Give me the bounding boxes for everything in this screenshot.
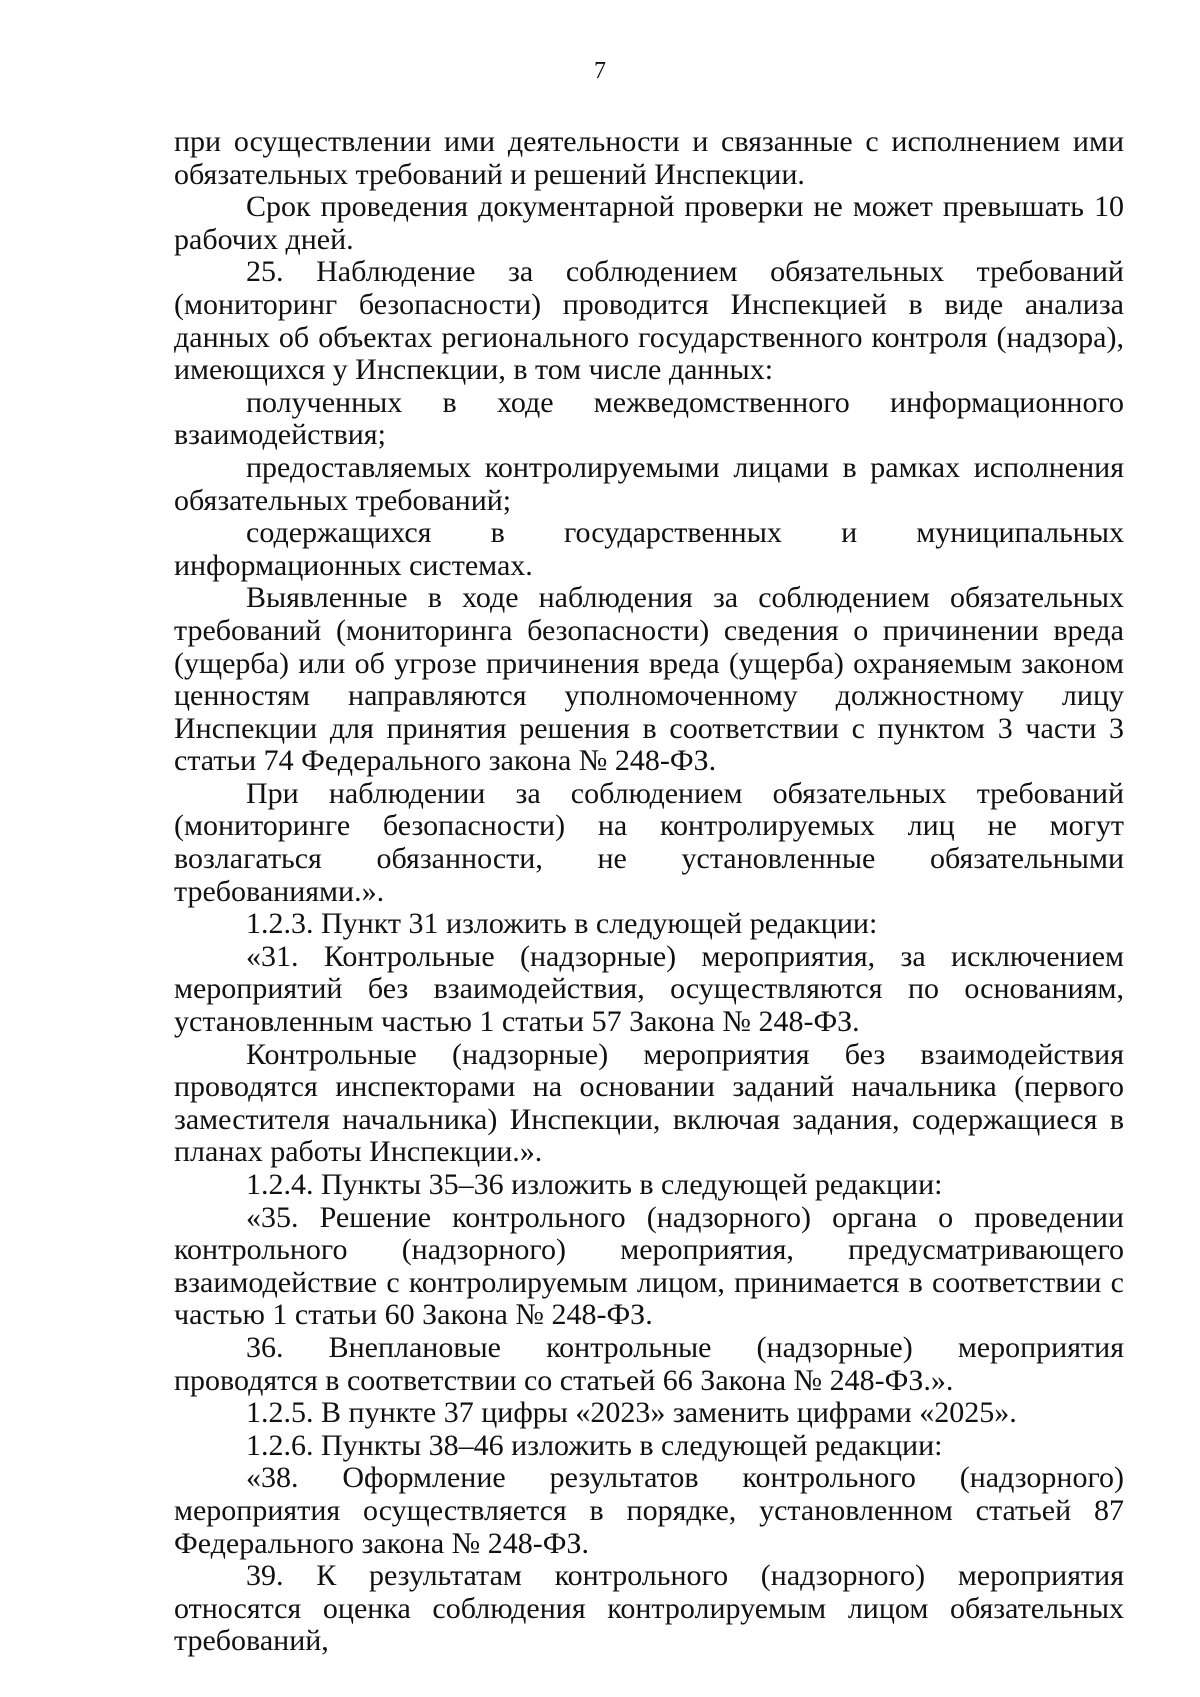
paragraph-detected-information: Выявленные в ходе наблюдения за соблюдением обязательных требований (мониторинга безопасности) сведения о причинении вреда (ущерба) или об угрозе причинения вреда (ущерба) охраняемым законом ценностям направляются уполномоченному должностному лицу Инспекции для принятия решения в соответствии с пунктом 3 части 3 статьи 74 Федерального закона № 248-ФЗ. <box>174 581 1124 778</box>
paragraph-continuation: при осуществлении ими деятельности и связанные с исполнением ими обязательных требований и решений Инспекции. <box>174 125 1124 191</box>
paragraph-31: «31. Контрольные (надзорные) мероприятия, за исключением мероприятий без взаимодействия, осуществляются по основаниям, установленным частью 1 статьи 57 Закона № 248-ФЗ. <box>174 939 1124 1039</box>
page-number: 7 <box>594 58 606 84</box>
paragraph-inspection-term: Срок проведения документарной проверки не может превышать 10 рабочих дней. <box>174 190 1124 256</box>
paragraph-1-2-3: 1.2.3. Пункт 31 изложить в следующей редакции: <box>246 907 878 941</box>
paragraph-35: «35. Решение контрольного (надзорного) органа о проведении контрольного (надзорного) мероприятия, предусматривающего взаимодействие с контролируемым лицом, принимается в соответствии с частью 1 статьи 60 Закона № 248-ФЗ. <box>174 1200 1124 1332</box>
paragraph-information-systems-data: содержащихся в государственных и муниципальных информационных системах. <box>174 516 1124 582</box>
paragraph-controlled-persons-data: предоставляемых контролируемыми лицами в рамках исполнения обязательных требований; <box>174 450 1124 517</box>
paragraph-without-interaction: Контрольные (надзорные) мероприятия без взаимодействия проводятся инспекторами на основании заданий начальника (первого заместителя начальника) Инспекции, включая задания, содержащиеся в планах работы Инспекции.». <box>174 1037 1124 1169</box>
paragraph-1-2-5: 1.2.5. В пункте 37 цифры «2023» заменить цифрами «2025». <box>246 1396 1017 1430</box>
paragraph-1-2-6: 1.2.6. Пункты 38–46 изложить в следующей редакции: <box>246 1428 943 1462</box>
paragraph-25: 25. Наблюдение за соблюдением обязательных требований (мониторинг безопасности) проводится Инспекцией в виде анализа данных об объектах регионального государственного контроля (надзора), имеющихся у Инспекции, в том числе данных: <box>174 255 1124 387</box>
paragraph-36: 36. Внеплановые контрольные (надзорные) мероприятия проводятся в соответствии со статьей 66 Закона № 248-ФЗ.». <box>174 1330 1124 1397</box>
paragraph-interagency-data: полученных в ходе межведомственного информационного взаимодействия; <box>174 385 1124 452</box>
paragraph-monitoring-obligations: При наблюдении за соблюдением обязательных требований (мониторинге безопасности) на контролируемых лиц не могут возлагаться обязанности, не установленные обязательными требованиями.». <box>174 776 1124 908</box>
paragraph-39: 39. К результатам контрольного (надзорного) мероприятия относятся оценка соблюдения контролируемым лицом обязательных требований, <box>174 1559 1124 1658</box>
document-body <box>174 126 1124 1658</box>
paragraph-38: «38. Оформление результатов контрольного (надзорного) мероприятия осуществляется в порядке, установленном статьей 87 Федерального закона № 248-ФЗ. <box>174 1461 1124 1560</box>
paragraph-1-2-4: 1.2.4. Пункты 35–36 изложить в следующей редакции: <box>246 1168 943 1201</box>
